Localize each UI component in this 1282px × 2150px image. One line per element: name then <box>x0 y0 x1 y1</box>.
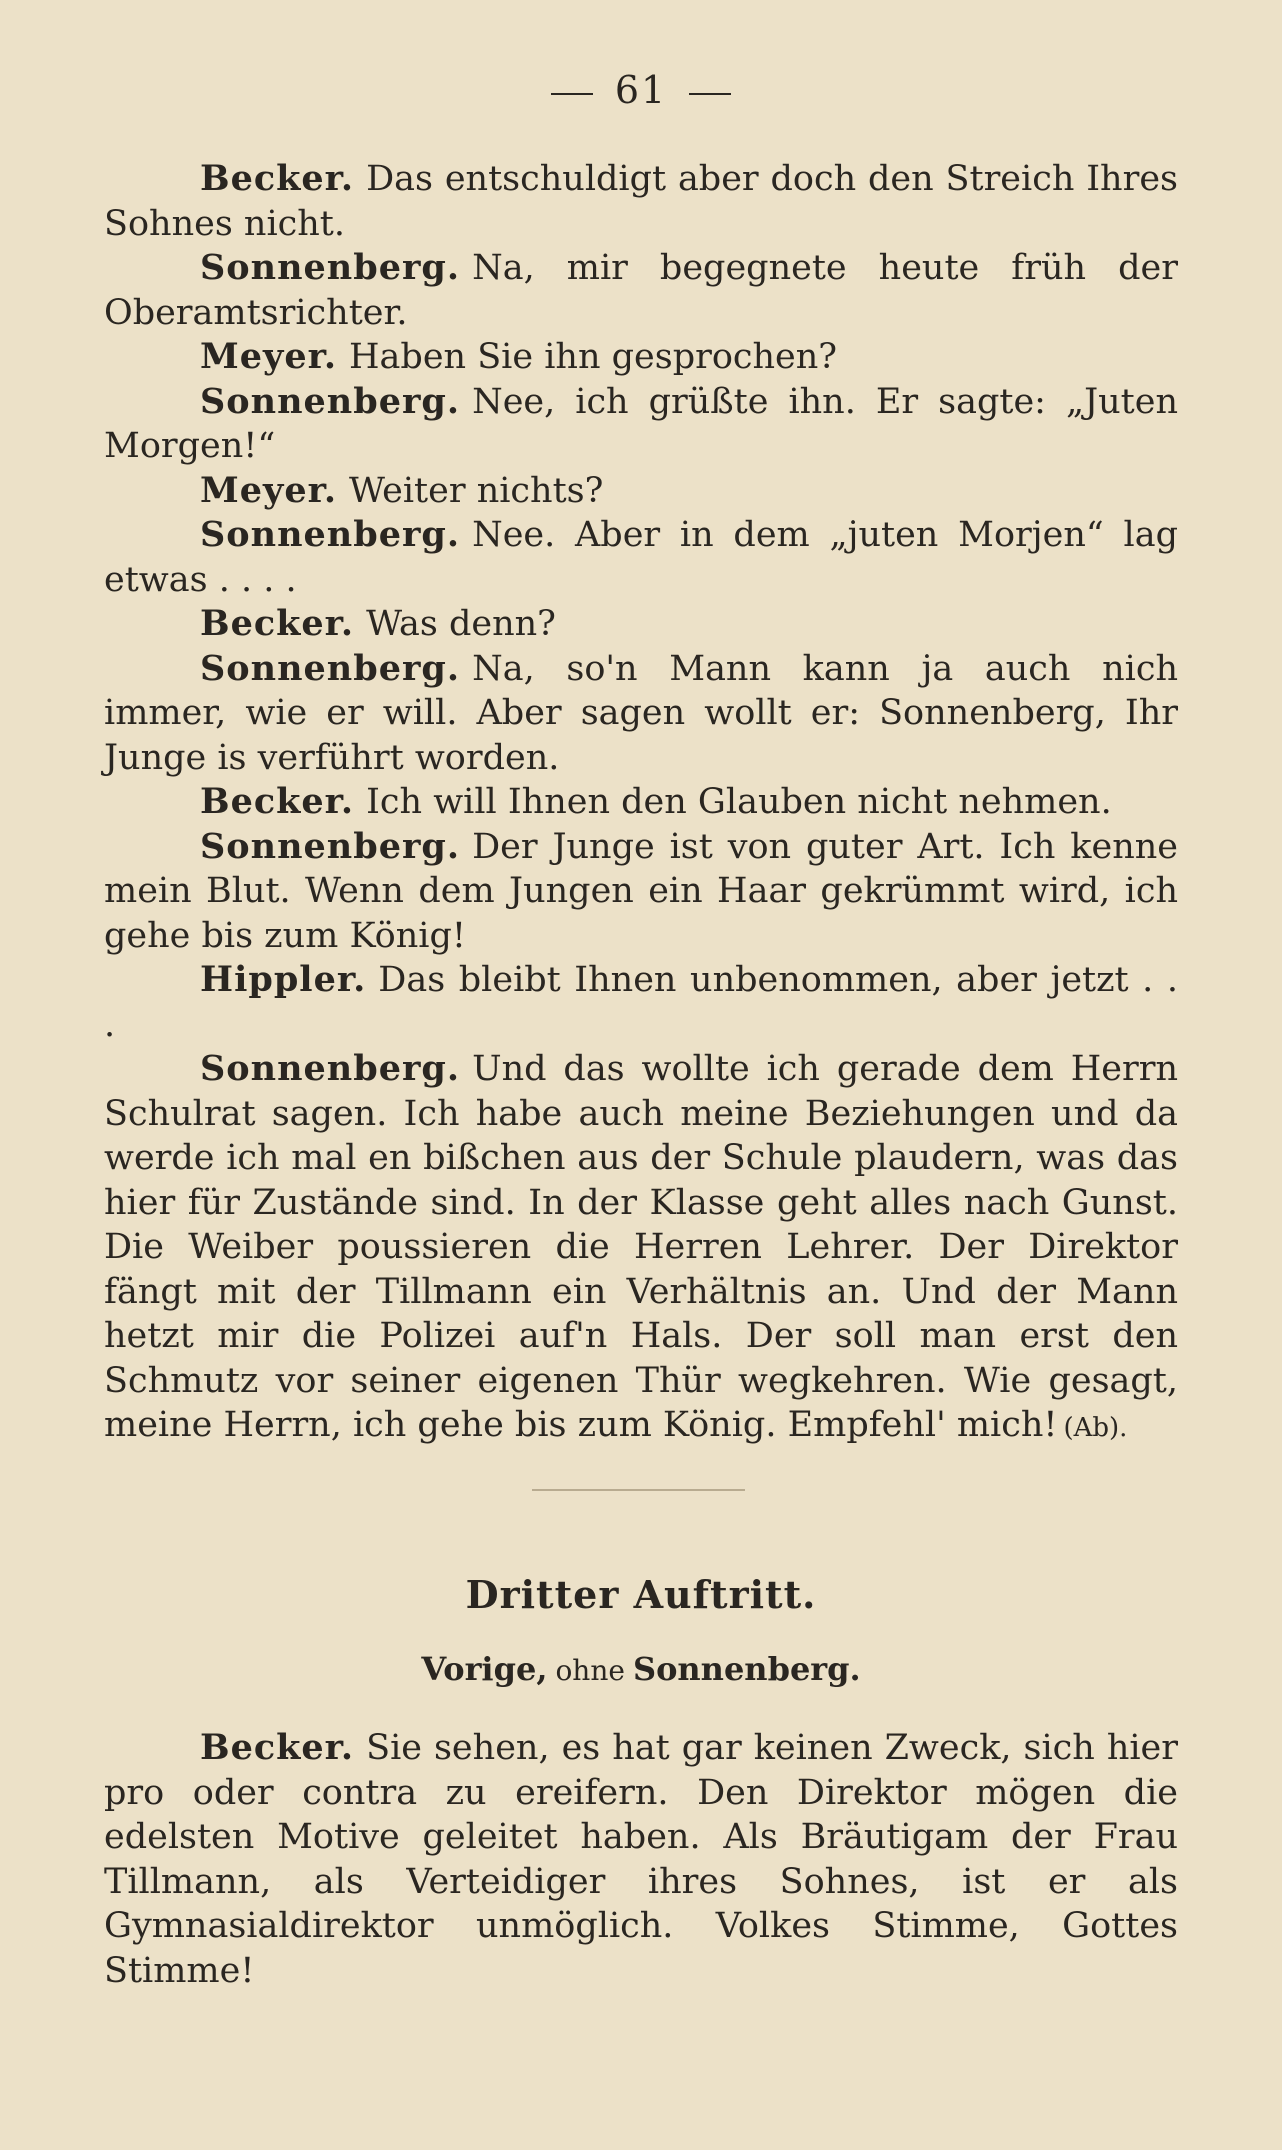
dialogue-line <box>104 1047 1178 1451</box>
speaker-name: Becker. <box>200 781 355 822</box>
dialogue-line <box>104 825 1178 959</box>
dialogue-line <box>104 380 1178 469</box>
dialogue-line <box>104 335 1178 380</box>
speaker-name: Meyer. <box>200 469 338 511</box>
closing-block <box>104 1726 1178 1993</box>
dialogue-line <box>104 647 1178 781</box>
page-number-text: 61 <box>614 68 668 112</box>
line-text: Das entschuldigt aber doch den Streich Ihres Sohnes nicht. <box>104 159 1178 244</box>
speaker-name: Becker. <box>200 603 355 644</box>
speaker-name: Sonnenberg. <box>200 647 461 689</box>
speaker-name: Sonnenberg. <box>200 380 461 422</box>
dialogue-line <box>104 958 1178 1047</box>
stage-word-3: Sonnenberg. <box>632 1650 861 1688</box>
dialogue-line <box>104 469 1178 514</box>
line-text: Der Junge ist von guter Art. Ich kenne mein Blut. Wenn dem Jungen ein Haar gekrümmt wird, ich gehe bis zum König! <box>104 826 1178 956</box>
speaker-name: Becker. <box>200 158 355 199</box>
line-text: Haben Sie ihn gesprochen? <box>349 337 838 377</box>
line-text: Na, mir begegnete heute früh der Oberamtsrichter. <box>104 248 1178 333</box>
speaker-name: Sonnenberg. <box>200 1048 461 1089</box>
dash-right <box>689 93 731 95</box>
line-text: Weiter nichts? <box>349 470 604 511</box>
stage-direction <box>0 1650 1282 1688</box>
line-text: Und das wollte ich gerade dem Herrn Schulrat sagen. Ich habe auch meine Beziehungen und da werde ich mal en bißchen aus der Schule plaudern, was das hier für Zustände sind. In der Klasse geht alles nach Gunst. Die Weiber poussieren die Herren Lehrer. Der Direktor fängt mit der Tillmann ein Verhältnis an. Und der Mann hetzt mir die Polizei auf'n Hals. Der soll man erst den Schmutz vor seiner eigenen Thür wegkehren. Wie gesagt, meine Herrn, ich gehe bis zum König. Empfehl' mich! <box>104 1049 1178 1445</box>
stage-word-1: Vorige, <box>421 1650 548 1688</box>
dialogue-line <box>104 246 1178 335</box>
dialogue-line <box>104 1726 1178 1993</box>
speaker-name: Sonnenberg. <box>200 825 461 867</box>
speaker-name: Becker. <box>200 1727 355 1768</box>
dash-left <box>551 93 593 95</box>
speaker-name: Sonnenberg. <box>200 247 461 288</box>
dialogue-line <box>104 513 1178 602</box>
scene-title: Dritter Auftritt. <box>465 1572 817 1617</box>
line-text: Na, so'n Mann kann ja auch nich immer, wie er will. Aber sagen wollt er: Sonnenberg, Ihr Junge is verführt worden. <box>104 648 1178 778</box>
speaker-name: Meyer. <box>200 336 338 377</box>
speaker-name: Sonnenberg. <box>200 514 461 555</box>
page-number <box>0 68 1282 112</box>
dialogue-line <box>104 157 1178 246</box>
stage-word-2: ohne <box>555 1654 625 1687</box>
dialogue-line <box>104 602 1178 647</box>
line-text: Nee. Aber in dem „juten Morjen“ lag etwas . . . . <box>104 515 1178 600</box>
line-text: Was denn? <box>366 604 556 644</box>
line-text: Sie sehen, es hat gar keinen Zweck, sich hier pro oder contra zu ereifern. Den Direktor mögen die edelsten Motive geleitet haben. Als Bräutigam der Frau Tillmann, als Verteidiger ihres Sohnes, ist er als Gymnasialdirektor unmöglich. Volkes Stimme, Gottes Stimme! <box>104 1728 1178 1991</box>
section-divider <box>532 1489 745 1491</box>
stage-note: (Ab). <box>1063 1413 1128 1443</box>
line-text: Nee, ich grüßte ihn. Er sagte: „Juten Morgen!“ <box>104 381 1178 466</box>
dialogue-block <box>104 157 1178 1451</box>
line-text: Das bleibt Ihnen unbenommen, aber jetzt . . . <box>104 960 1178 1045</box>
line-text: Ich will Ihnen den Glauben nicht nehmen. <box>366 782 1112 822</box>
dialogue-line <box>104 780 1178 825</box>
speaker-name: Hippler. <box>200 959 367 1000</box>
